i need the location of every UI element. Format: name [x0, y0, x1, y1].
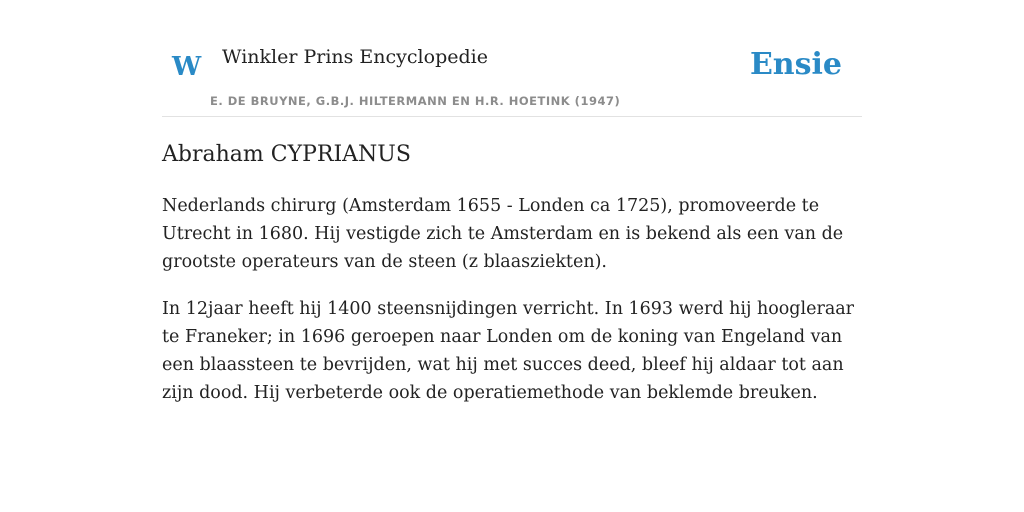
article-paragraph: Nederlands chirurg (Amsterdam 1655 - Londen ca 1725), promoveerde te Utrecht in 1680. Hij vestigde zich te Amsterdam en is bekend als een van de grootste operateurs van de steen (z blaasziekten).: [162, 196, 844, 272]
source-title[interactable]: Winkler Prins Encyclopedie: [222, 46, 488, 68]
source-header: [162, 40, 862, 117]
article: [162, 140, 862, 426]
article-paragraph: In 12jaar heeft hij 1400 steensnijdingen verricht. In 1693 werd hij hoogleraar te Franeker; in 1696 geroepen naar Londen om de koning van Engeland van een blaassteen te bevrijden, wat hij met succes deed, bleef hij aldaar tot aan zijn dood. Hij verbeterde ook de operatiemethode van beklemde breuken.: [162, 299, 855, 403]
source-authors: E. DE BRUYNE, G.B.J. HILTERMANN EN H.R. HOETINK (1947): [210, 94, 621, 108]
source-logo[interactable]: W: [172, 52, 202, 82]
article-title: Abraham CYPRIANUS: [162, 142, 411, 167]
ensie-logo[interactable]: Ensie: [749, 47, 842, 82]
